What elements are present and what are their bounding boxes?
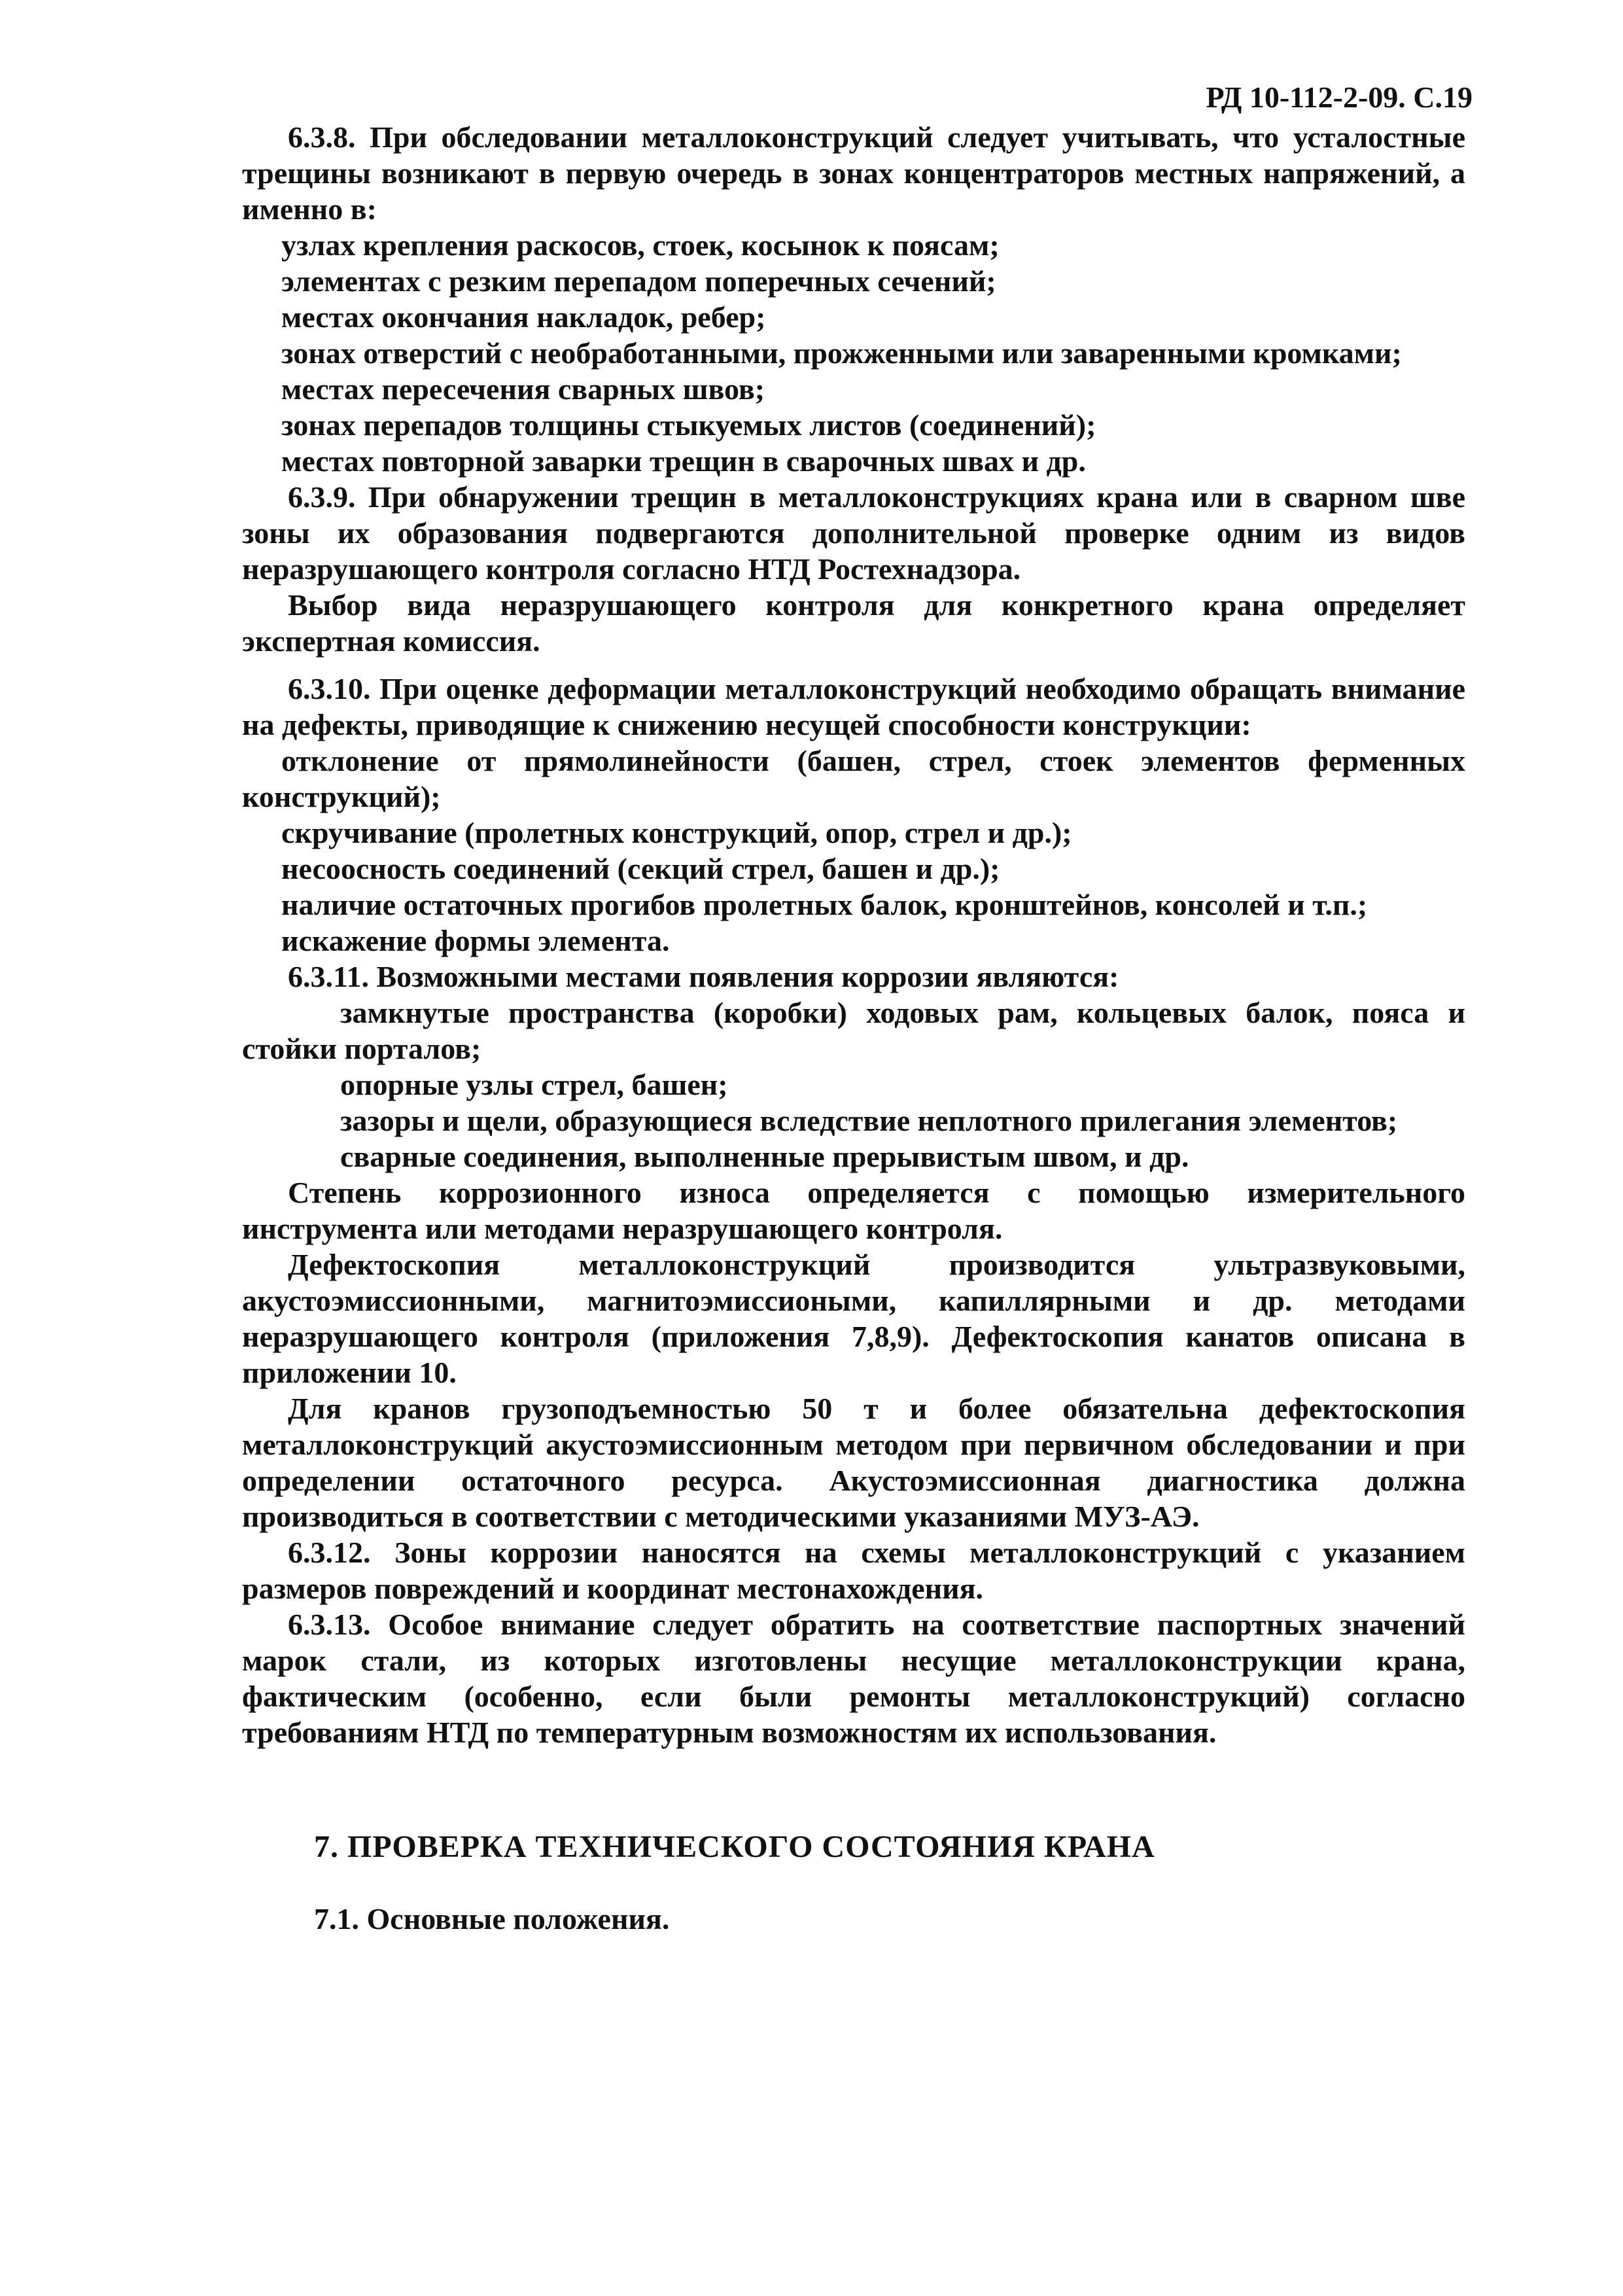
- paragraph-6-3-11: 6.3.11. Возможными местами появления коррозии являются:: [288, 960, 1119, 993]
- paragraph: Степень коррозионного износа определяется с помощью измерительного инструмента или методами неразрушающего контроля.: [242, 1176, 1465, 1245]
- list-item: замкнутые пространства (коробки) ходовых рам, кольцевых балок, пояса и стойки порталов;: [242, 996, 1465, 1065]
- page-header: РД 10-112-2-09. С.19: [1206, 80, 1473, 114]
- paragraph-6-3-8: 6.3.8. При обследовании металлоконструкций следует учитывать, что усталостные трещины возникают в первую очередь в зонах концентраторов местных напряжений, а именно в:: [242, 120, 1465, 226]
- list-item: местах повторной заварки трещин в сварочных швах и др.: [281, 444, 1086, 478]
- subsection-title: 7.1. Основные положения.: [314, 1902, 670, 1935]
- paragraph: Дефектоскопия металлоконструкций производится ультразвуковыми, акустоэмиссионными, магнитоэмиссиоными, капиллярными и др. методами неразрушающего контроля (приложения 7,8,9). Дефектоскопия канатов описана в приложении 10.: [242, 1248, 1465, 1389]
- paragraph-6-3-13: 6.3.13. Особое внимание следует обратить на соответствие паспортных значений марок стали, из которых изготовлены несущие металлоконструкции крана, фактическим (особенно, если были ремонты металлоконструкций) согласно требованиям НТД по температурным возможностям их использования.: [242, 1608, 1465, 1749]
- section-title: 7. ПРОВЕРКА ТЕХНИЧЕСКОГО СОСТОЯНИЯ КРАНА: [314, 1829, 1155, 1864]
- list-item: зазоры и щели, образующиеся вследствие неплотного прилегания элементов;: [340, 1104, 1398, 1137]
- list-item: местах окончания накладок, ребер;: [281, 300, 766, 334]
- paragraph-6-3-9: 6.3.9. При обнаружении трещин в металлоконструкциях крана или в сварном шве зоны их образования подвергаются дополнительной проверке одним из видов неразрушающего контроля согласно НТД Ростехнадзора.: [242, 480, 1465, 586]
- list-item: несоосность соединений (секций стрел, башен и др.);: [281, 852, 1000, 885]
- paragraph: Выбор вида неразрушающего контроля для конкретного крана определяет экспертная комиссия.: [242, 588, 1465, 658]
- list-item: опорные узлы стрел, башен;: [340, 1068, 728, 1101]
- paragraph-6-3-10: 6.3.10. При оценке деформации металлоконструкций необходимо обращать внимание на дефекты, приводящие к снижению несущей способности конструкции:: [242, 672, 1465, 741]
- list-item: наличие остаточных прогибов пролетных балок, кронштейнов, консолей и т.п.;: [281, 888, 1368, 921]
- list-item: зонах отверстий с необработанными, прожженными или заваренными кромками;: [281, 336, 1402, 370]
- list-item: сварные соединения, выполненные прерывистым швом, и др.: [340, 1140, 1189, 1173]
- list-item: элементах с резким перепадом поперечных сечений;: [281, 264, 996, 298]
- list-item: скручивание (пролетных конструкций, опор, стрел и др.);: [281, 816, 1072, 849]
- paragraph: Для кранов грузоподъемностью 50 т и более обязательна дефектоскопия металлоконструкций акустоэмиссионным методом при первичном обследовании и при определении остаточного ресурса. Акустоэмиссионная диагностика должна производиться в соответствии с методическими указаниями МУЗ-АЭ.: [242, 1392, 1465, 1533]
- list-item: местах пересечения сварных швов;: [281, 372, 765, 406]
- paragraph-6-3-12: 6.3.12. Зоны коррозии наносятся на схемы металлоконструкций с указанием размеров повреждений и координат местонахождения.: [242, 1536, 1465, 1605]
- document-body: [242, 119, 1465, 1937]
- list-item: узлах крепления раскосов, стоек, косынок к поясам;: [281, 228, 1000, 262]
- list-item: отклонение от прямолинейности (башен, стрел, стоек элементов ферменных конструкций);: [242, 744, 1465, 813]
- list-item: искажение формы элемента.: [281, 924, 670, 957]
- list-item: зонах перепадов толщины стыкуемых листов (соединений);: [281, 408, 1096, 442]
